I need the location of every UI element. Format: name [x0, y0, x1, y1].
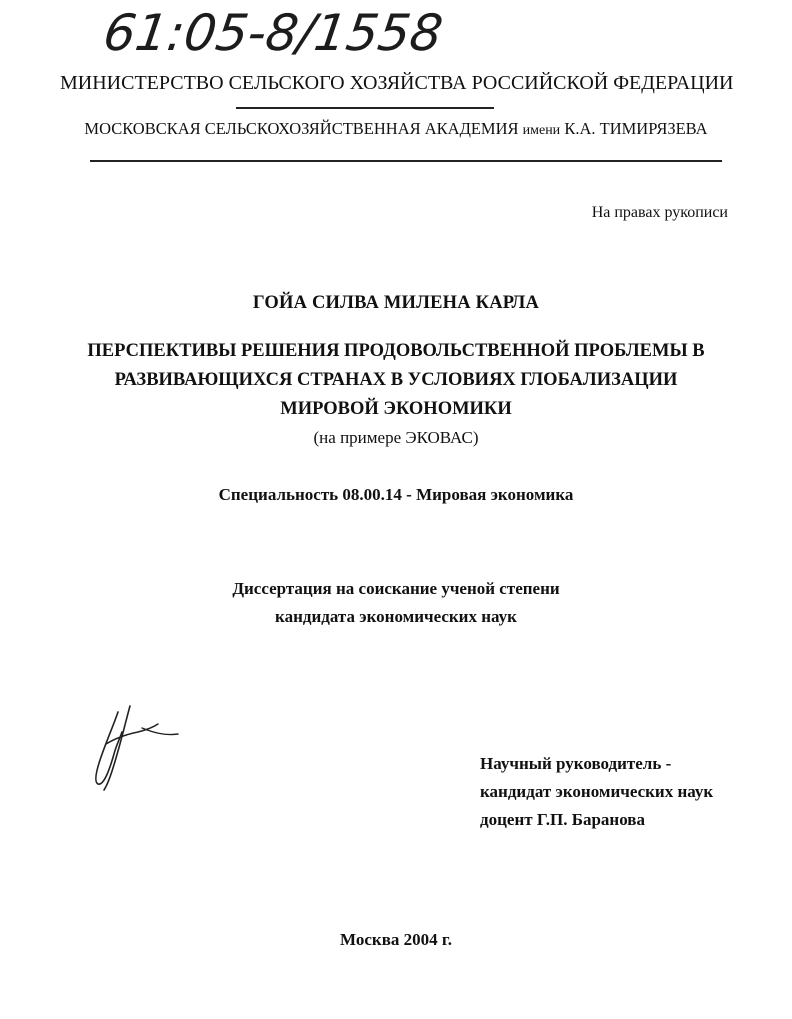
supervisor-line: Научный руководитель - — [480, 754, 672, 773]
academy-heading — [40, 119, 752, 139]
author-name: ГОЙА СИЛВА МИЛЕНА КАРЛА — [252, 293, 540, 313]
supervisor-line: доцент Г.П. Баранова — [480, 810, 645, 829]
city-year: Москва 2004 г. — [340, 930, 452, 949]
academy-named-after: имени — [522, 123, 561, 138]
rights-note: На правах рукописи — [591, 204, 728, 221]
specialty: Специальность 08.00.14 - Мировая экономика — [218, 485, 574, 504]
archive-number-handwritten: 61:05-8/1558 — [99, 4, 447, 62]
title-line: МИРОВОЙ ЭКОНОМИКИ — [280, 399, 512, 419]
academy-name: МОСКОВСКАЯ СЕЛЬСКОХОЗЯЙСТВЕННАЯ АКАДЕМИЯ — [84, 119, 519, 138]
supervisor-block — [480, 750, 713, 834]
academy-person: К.А. ТИМИРЯЗЕВА — [564, 119, 708, 138]
supervisor-line: кандидат экономических наук — [480, 782, 714, 801]
dissertation-title — [0, 337, 792, 424]
degree-line: кандидата экономических наук — [275, 607, 517, 626]
signature-icon — [86, 698, 196, 798]
ministry-divider — [236, 107, 494, 109]
academy-divider — [90, 160, 722, 162]
title-line: РАЗВИВАЮЩИХСЯ СТРАНАХ В УСЛОВИЯХ ГЛОБАЛИЗАЦИИ — [114, 370, 678, 390]
title-line: ПЕРСПЕКТИВЫ РЕШЕНИЯ ПРОДОВОЛЬСТВЕННОЙ ПРОБЛЕМЫ В — [87, 341, 705, 361]
ministry-heading: МИНИСТЕРСТВО СЕЛЬСКОГО ХОЗЯЙСТВА РОССИЙСКОЙ ФЕДЕРАЦИИ — [60, 72, 734, 94]
degree-line: Диссертация на соискание ученой степени — [232, 579, 560, 598]
degree-statement — [0, 575, 792, 631]
example-note: (на примере ЭКОВАС) — [313, 428, 479, 447]
